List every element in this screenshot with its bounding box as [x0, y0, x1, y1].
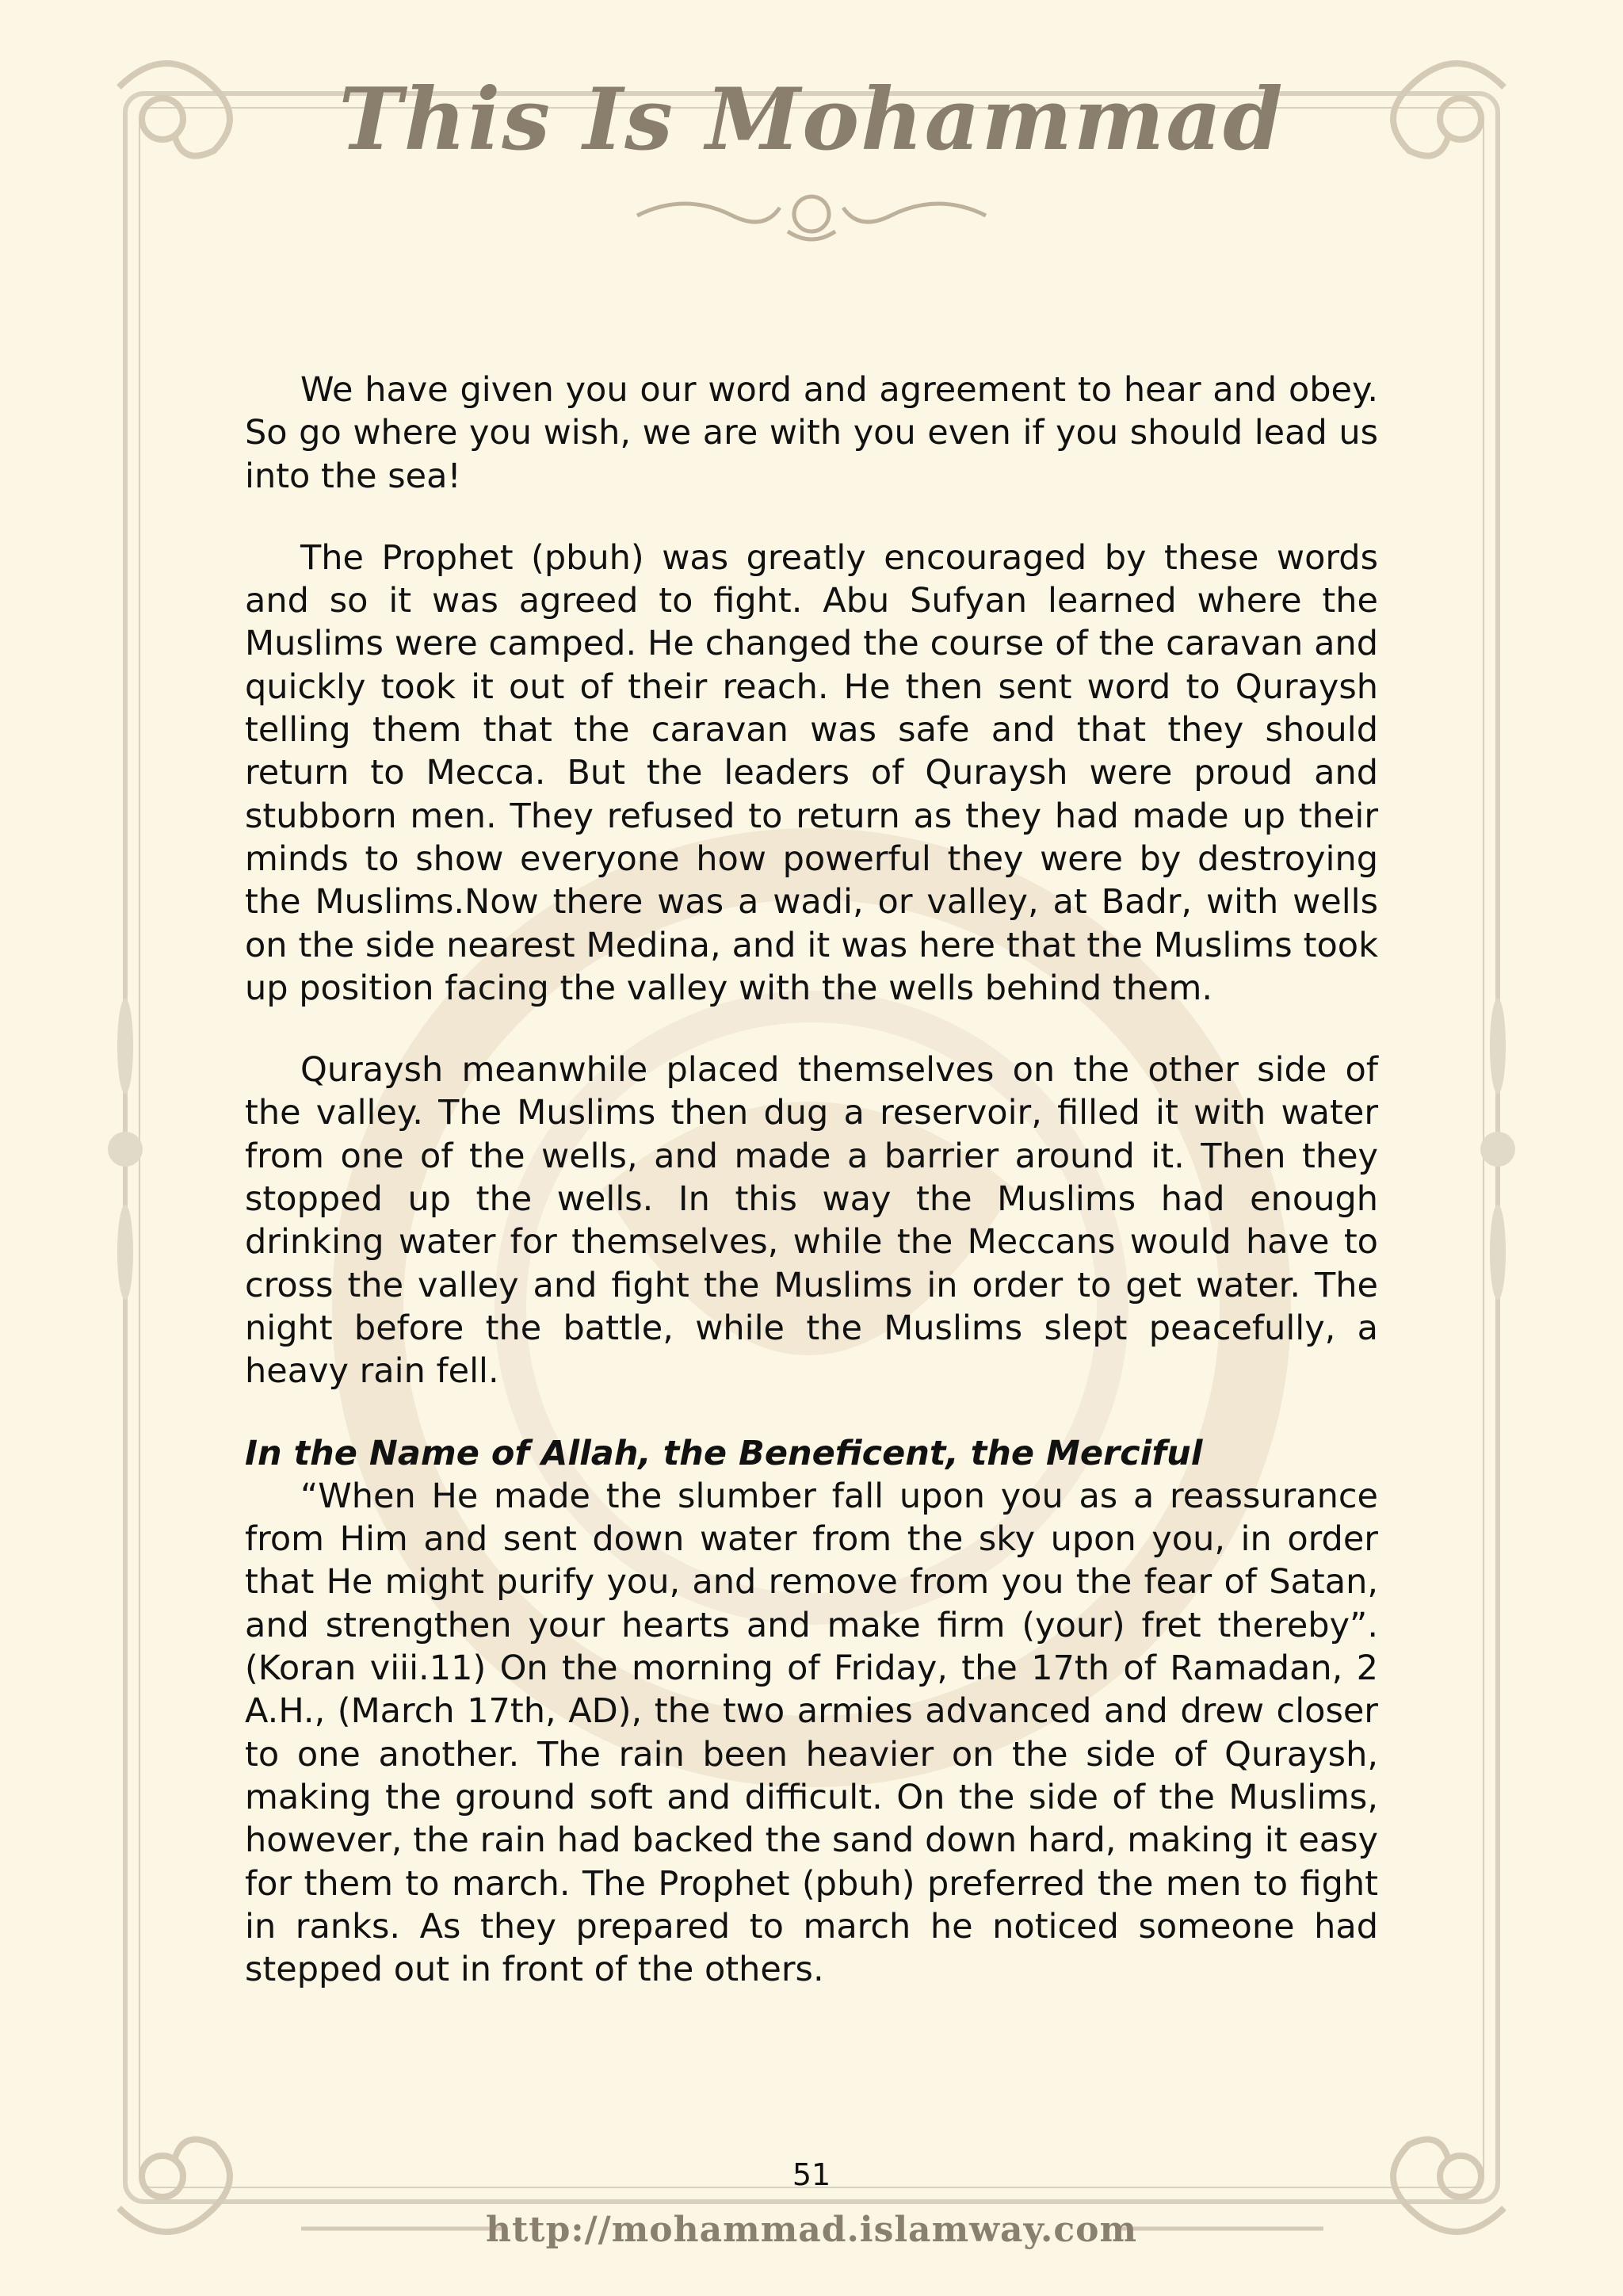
title-ornament — [629, 184, 994, 247]
paragraph: Quraysh meanwhile placed themselves on the other side of the valley. The Muslims then dug a reservoir, filled it with water from one of the wells, and made a barrier around it. Then they stopped up the wells. In this way the Muslims had enough drinking water for themselves, while the Meccans would have to cross the valley and fight the Muslims in order to get water. The night before the battle, while the Muslims slept peacefully, a heavy rain fell. — [245, 1050, 1378, 1392]
quote-paragraph: “When He made the slumber fall upon you as a reassurance from Him and sent down water from the sky upon you, in order that He might purify you, and remove from you the fear of Satan, and strengthen your hearts and make firm (your) fret thereby”. (Koran viii.11) On the morning of Friday, the 17th of Ramadan, 2 A.H., (March 17th, AD), the two armies advanced and drew closer to one another. The rain been heavier on the side of Quraysh, making the ground soft and difficult. On the side of the Muslims, however, the rain had backed the sand down hard, making it easy for them to march. The Prophet (pbuh) preferred the men to fight in ranks. As they prepared to march he noticed someone had stepped out in front of the others. — [245, 1476, 1378, 1990]
footer-url: http://mohammad.islamway.com — [485, 2210, 1138, 2250]
page-number: 51 — [792, 2157, 831, 2192]
page-title: This Is Mohammad — [338, 70, 1285, 170]
section-heading: In the Name of Allah, the Beneficent, the Merciful — [245, 1433, 1203, 1473]
paragraph: The Prophet (pbuh) was greatly encouraged by these words and so it was agreed to fight. Abu Sufyan learned where the Muslims were camped. He changed the course of the caravan and quickly took it out of their reach. He then sent word to Quraysh telling them that the caravan was safe and that they should return to Mecca. But the leaders of Quraysh were proud and stubborn men. They refused to return as they had made up their minds to show everyone how powerful they were by destroying the Muslims.Now there was a wadi, or valley, at Badr, with wells on the side nearest Medina, and it was here that the Muslims took up position facing the valley with the wells behind them. — [245, 537, 1378, 1008]
paragraph: We have given you our word and agreement to hear and obey. So go where you wish, we are with you even if you should lead us into the sea! — [245, 370, 1378, 496]
body-text — [245, 369, 1378, 2030]
